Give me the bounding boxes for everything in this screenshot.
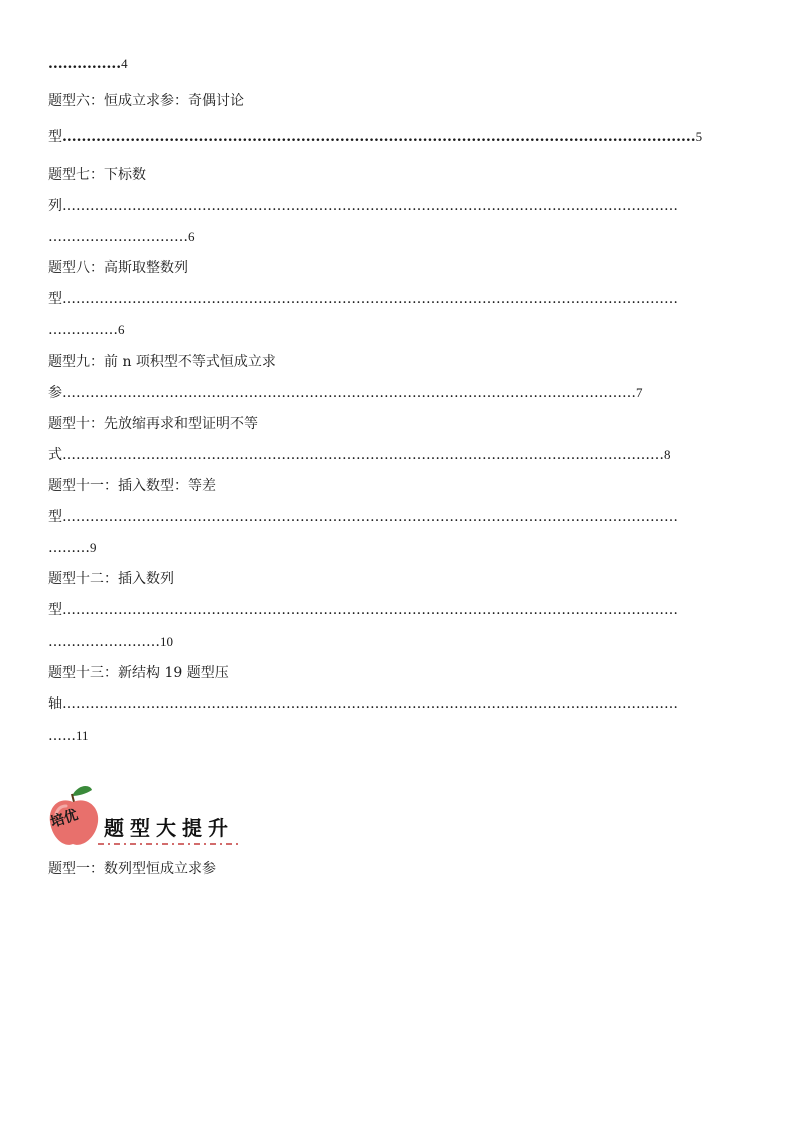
toc-line-5[interactable]	[48, 196, 752, 216]
toc-entry-title[interactable]: 题型十二：插入数列	[48, 571, 174, 587]
toc-page-number: 5	[695, 129, 703, 144]
toc-leader: ……………	[48, 322, 118, 338]
section-title: 题型一：数列型恒成立求参	[48, 861, 216, 877]
toc-line-16[interactable]	[48, 538, 752, 558]
toc-line-18[interactable]	[48, 600, 752, 620]
toc-leader: ……………………………………………………………………………………………………………………	[62, 602, 678, 618]
toc-page-number: 6	[118, 322, 125, 337]
toc-line-6[interactable]	[48, 227, 752, 247]
toc-line-21[interactable]	[48, 694, 752, 714]
toc-leader: …………………………………………………………………………………………………………………	[62, 447, 664, 463]
toc-page-number: 7	[636, 385, 643, 400]
toc-entry-title: 型	[48, 602, 62, 618]
toc-leader: ………	[48, 540, 90, 556]
toc-entry-title: 轴	[48, 696, 62, 712]
toc-entry-title[interactable]: 题型十：先放缩再求和型证明不等	[48, 416, 258, 432]
toc-line-3[interactable]	[48, 127, 752, 147]
toc-leader: ……………………	[48, 634, 160, 650]
toc-entry-title: 型	[48, 509, 62, 525]
toc-line-9[interactable]	[48, 320, 752, 340]
toc-entry-title[interactable]: 题型八：高斯取整数列	[48, 260, 188, 276]
toc-line-11[interactable]	[48, 383, 752, 403]
toc-leader: ……………………………………………………………………………………………………………………	[62, 291, 678, 307]
toc-page-number: 8	[664, 447, 671, 462]
banner-heading: 题型大提升	[104, 816, 234, 840]
toc-entry-title[interactable]: 题型九：前 n 项积型不等式恒成立求	[48, 354, 276, 370]
toc-entry-title: 参	[48, 385, 62, 401]
toc-leader: …………………………	[48, 229, 188, 245]
toc-line-8[interactable]	[48, 289, 752, 309]
toc-leader: ……	[48, 728, 76, 744]
toc-entry-title[interactable]: 题型十三：新结构 19 题型压	[48, 665, 229, 681]
toc-leader: ……………………………………………………………………………………………………………………	[62, 198, 678, 214]
toc-page-number: 9	[90, 540, 97, 555]
toc-page-number: 11	[76, 728, 89, 743]
toc-page-number: 10	[160, 634, 173, 649]
toc-line-13[interactable]	[48, 445, 752, 465]
toc-entry-title[interactable]: 题型七：下标数	[48, 167, 146, 183]
toc-leader: ……………………………………………………………………………………………………………………	[62, 696, 678, 712]
toc-line-19[interactable]	[48, 632, 752, 652]
toc-line-22[interactable]	[48, 726, 752, 746]
apple-badge-text: 培优	[48, 807, 81, 831]
toc-entry-title: 式	[48, 447, 62, 463]
toc-entry-title[interactable]: 题型六：恒成立求参：奇偶讨论	[48, 93, 244, 109]
toc-entry-title: 型	[48, 291, 62, 307]
toc-entry-title[interactable]: 题型十一：插入数型：等差	[48, 478, 216, 494]
toc-leader: ..................................................................................................................................	[62, 129, 696, 145]
toc-leader: ……………………………………………………………………………………………………………	[62, 385, 636, 401]
toc-entry-title: 型	[48, 129, 62, 145]
toc-page-number: 6	[188, 229, 195, 244]
toc-leader: ...............	[48, 56, 122, 72]
toc-entry-title: 列	[48, 198, 62, 214]
toc-page-number: 4	[121, 56, 128, 71]
toc-leader: ……………………………………………………………………………………………………………………	[62, 509, 678, 525]
toc-line-1[interactable]	[48, 54, 752, 74]
toc-line-15[interactable]	[48, 507, 752, 527]
